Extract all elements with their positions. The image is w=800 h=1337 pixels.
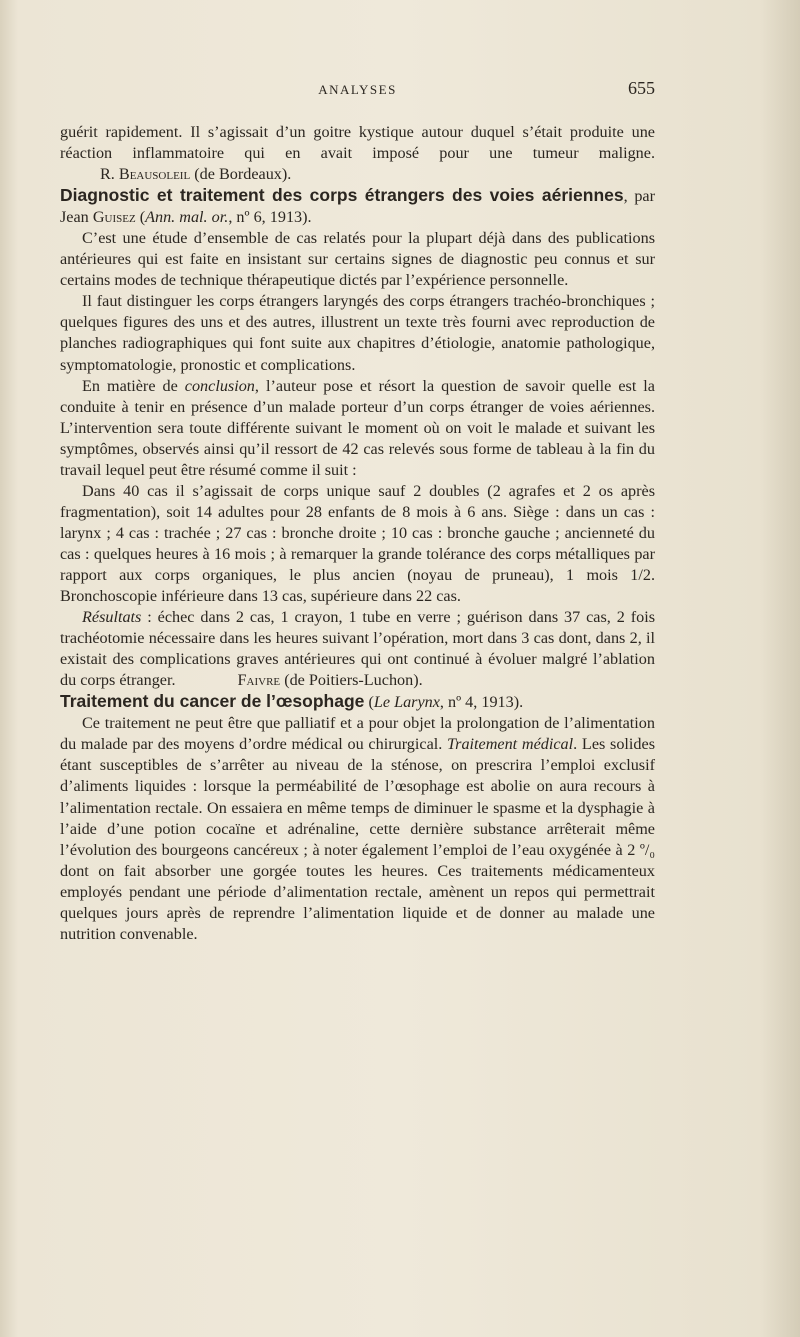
article-2-signature	[216, 670, 423, 691]
article-2-sig-affiliation: (de Poitiers-Luchon).	[284, 671, 423, 690]
running-head: ANALYSES	[318, 82, 397, 97]
article-2-paragraph-4: Dans 40 cas il s’agissait de corps unique sauf 2 doubles (2 agrafes et 2 os après fragmentation), soit 14 adultes pour 28 enfants de 8 mois à 6 ans. Siège : dans un cas : larynx ; 4 cas : trachée ; 27 cas : bronche droite ; 10 cas : bronche gauche ; ancienneté du cas : quelques heures à 16 mois ; à remarquer la grande tolérance des corps métalliques par rapport aux corps organiques, le plus ancien (noyau de pruneau), 1 mois 1/2. Bronchoscopie inférieure dans 13 cas, supérieure dans 22 cas.	[60, 481, 655, 606]
article-2-heading	[60, 185, 655, 228]
article-2-paragraph-5	[60, 607, 655, 691]
paragraph-3-rest: , l’auteur pose et résort la question de savoir quelle est la conduite à tenir en présence d’un malade porteur d’un corps étranger de voies aériennes. L’intervention sera toute différente suivant le moment où on voit le malade et suivant les symptômes, observés ainsi qu’il ressort de 42 cas relevés sous forme de tableau à la fin du travail lequel peut être résumé comme il suit :	[60, 376, 655, 479]
article-2-paragraph-2: Il faut distinguer les corps étrangers laryngés des corps étrangers trachéo-bronchiques ; quelques figures des uns et des autres, illustrent un texte très fourni avec reproduction de planches radiographiques qui font suite aux chapitres d’étiologie, anatomie pathologique, symptomatologie, pronostic et complications.	[60, 292, 655, 374]
page-header	[60, 80, 655, 104]
paragraph-3-start: En matière de	[82, 376, 185, 395]
article-3-title: Traitement du cancer de l’œsophage	[60, 691, 365, 712]
article-3-ref-close: , nº 4, 1913).	[439, 693, 524, 712]
article-1-author: R. Beausoleil	[100, 165, 191, 184]
article-1-affiliation: (de Bordeaux).	[194, 165, 292, 184]
page-number: 655	[628, 78, 655, 98]
article-1-text: guérit rapidement. Il s’agissait d’un goitre kystique autour duquel s’était produite une réaction inflammatoire qui en avait imposé pour une tumeur maligne.	[60, 123, 655, 163]
article-3-emphasis: Traitement médical	[447, 735, 574, 754]
article-3-journal: Le Larynx	[373, 693, 440, 712]
article-2-by: , par Jean	[60, 187, 655, 227]
article-2-ref-close: , nº 6, 1913).	[228, 208, 312, 227]
article-3-text-rest: . Les solides étant susceptibles de s’arrêter au niveau de la sténose, on prescrira l’emploi exclusif d’aliments liquides : lorsque la perméabilité de l’œsophage est abolie on aura recours à l’alimentation rectale. On essaiera en même temps de diminuer le spasme et la dysphagie à l’aide d’une potion cocaïne et adrénaline, cette dernière substance arrêterait même l’évolution des bourgeons cancéreux ; à noter également l’emploi de l’eau oxygénée à 2 º/₀ dont on fait absorber une gorgée toutes les heures. Ces traitements médicamenteux employés pendant une période d’alimentation rectale, amènent un repos qui permettrait quelques jours après de reprendre l’alimentation liquide et de donner au malade une nutrition convenable.	[60, 735, 656, 943]
article-3-text-start: Ce traitement ne peut être que palliatif et a pour objet la prolongation de l’alimentation du malade par des moyens d’ordre médical ou chirurgical.	[60, 714, 655, 754]
paragraph-5-emphasis: Résultats	[82, 608, 142, 627]
article-2-journal: Ann. mal. or.	[145, 208, 229, 227]
article-3-ref-open: (	[364, 693, 374, 712]
article-2-ref-open: (	[135, 208, 146, 227]
article-3-heading	[60, 691, 655, 713]
body-text	[60, 122, 655, 945]
article-3-paragraph-1	[60, 713, 655, 945]
paragraph-3-emphasis: conclusion	[184, 376, 255, 395]
article-1-signature	[100, 164, 291, 185]
article-2-paragraph-1: C’est une étude d’ensemble de cas relatés pour la plupart déjà dans des publications antérieures qui est faite en insistant sur certains signes de diagnostic peu connus et sur certains modes de technique thérapeutique dictés par l’expérience personnelle.	[60, 229, 655, 290]
article-1-ending	[60, 122, 655, 185]
article-2-title: Diagnostic et traitement des corps étrangers des voies aériennes	[60, 185, 624, 206]
article-2-sig-author: Faivre	[237, 671, 281, 690]
paragraph-5-rest: : échec dans 2 cas, 1 crayon, 1 tube en verre ; guérison dans 37 cas, 2 fois trachéotomie nécessaire dans les heures suivant l’opération, mort dans 3 cas dont, dans 2, il existait des complications graves antérieures qui ont continué à évoluer malgré l’ablation du corps étranger.	[60, 608, 655, 690]
article-2-author: Guisez	[92, 208, 136, 227]
article-2-paragraph-3	[60, 376, 655, 481]
